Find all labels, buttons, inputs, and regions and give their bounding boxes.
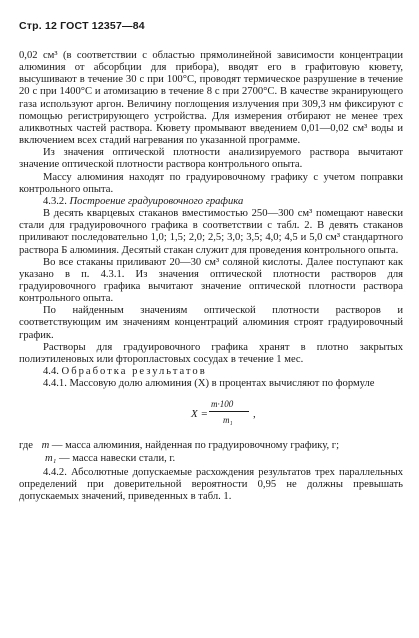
document-body xyxy=(19,50,403,503)
section-number: 4.4. xyxy=(43,366,59,378)
paragraph-subtract-blank: Из значения оптической плотности анализируемого раствора вычитают значение оптической плотности раствора контрольного опыта. xyxy=(19,147,403,171)
formula-denominator: m₁ xyxy=(223,415,233,426)
paragraph-procedure: 0,02 см³ (в соответствии с областью прямолинейной зависимости концентрации алюминия от абсорбции для прибора), вводят его в графитовую кювету, высушивают в течение 30 с при 100°С, проводят термическое разрушение в течение 20 с при 1400°С и атомизацию в течение 8 с при 2700°С. В качестве экранирующего газа используют аргон. Величину поглощения излучения при 309,3 нм фиксируют с помощью регистрирующего устройства. Для измерения отбирают не менее трех аликвотных частей раствора. Кювету промывают введением 0,01—0,02 см³ воды и включением всех стадий нагревания по указанной программе. xyxy=(19,50,403,147)
paragraph-mass-from-graph: Массу алюминия находят по градуировочному графику с учетом поправки контрольного опыта. xyxy=(19,171,403,195)
definition-m xyxy=(19,440,403,452)
formula-lhs: X = xyxy=(191,408,208,421)
where-label: где xyxy=(19,440,33,452)
section-title: Обработка результатов xyxy=(61,366,207,378)
paragraph-storage: Растворы для градуировочного графика хранят в плотно закрытых полиэтиленовых или фторопластовых сосудах в течение 1 мес. xyxy=(19,341,403,365)
section-heading-4-3-2 xyxy=(19,196,403,208)
section-title: Построение градуировочного графика xyxy=(69,195,244,207)
section-number: 4.3.2. xyxy=(43,195,67,207)
symbol-m: m xyxy=(41,440,50,452)
paragraph-build-graph: По найденным значениям оптической плотности растворов и соответствующим им значениям концентраций алюминия строят градуировочный график. xyxy=(19,305,403,341)
definition-m1 xyxy=(19,453,403,465)
where-definitions xyxy=(19,440,403,464)
formula-comma: , xyxy=(253,408,256,421)
formula xyxy=(19,396,403,440)
definition-m-text: — масса алюминия, найденная по градуировочному графику, г; xyxy=(51,440,340,452)
page-header: Стр. 12 ГОСТ 12357—84 xyxy=(19,20,145,32)
fraction-bar xyxy=(209,411,249,412)
section-heading-4-4 xyxy=(19,366,403,378)
symbol-m1: m₁ xyxy=(45,452,57,464)
paragraph-tolerances: 4.4.2. Абсолютные допускаемые расхождения результатов трех параллельных определений при доверительной вероятности 0,95 не должны превышать допускаемых значений, приведенных в табл. 1. xyxy=(19,466,403,502)
paragraph-calibration-setup: В десять кварцевых стаканов вместимостью 250—300 см³ помещают навески стали для градуировочного графика в соответствии с табл. 2. В девять стаканов приливают последовательно 1,0; 1,5; 2,0; 2,5; 3,0; 3,5; 4,0; 4,5 и 5,0 см³ стандартного раствора Б алюминия. Десятый стакан служит для проведения контрольного опыта. xyxy=(19,208,403,256)
paragraph-formula-intro: 4.4.1. Массовую долю алюминия (X) в процентах вычисляют по формуле xyxy=(43,378,375,390)
definition-m1-text: — масса навески стали, г. xyxy=(59,452,176,464)
paragraph-acid-addition: Во все стаканы приливают 20—30 см³ соляной кислоты. Далее поступают как указано в п. 4.3.1. Из значения оптической плотности растворов для градуировочного графика вычитают значение оптической плотности раствора контрольного опыта. xyxy=(19,256,403,305)
formula-numerator: m·100 xyxy=(211,399,234,410)
